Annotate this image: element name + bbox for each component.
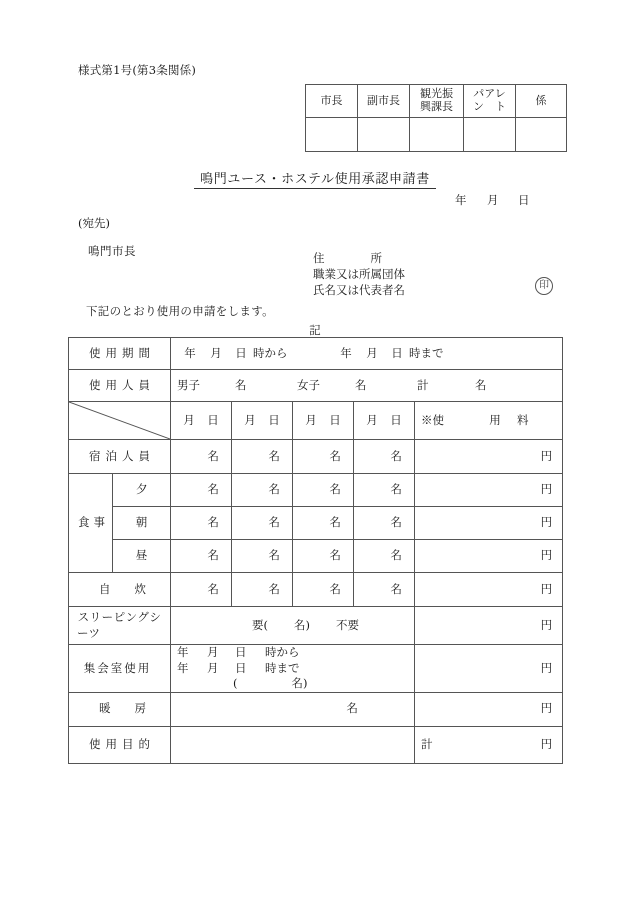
- applicant-address-label: 住 所: [313, 251, 382, 265]
- period-from-year: 年: [184, 345, 196, 360]
- date-header-2[interactable]: [232, 402, 293, 440]
- label-sleeping-sheets: [69, 607, 171, 645]
- label-purpose: 使用目的: [69, 726, 171, 763]
- fee-label-part1: ※使: [421, 412, 444, 427]
- row-meal-lunch: [69, 540, 563, 573]
- row-lodging: [69, 440, 563, 474]
- date-day-label: 日: [518, 193, 530, 207]
- approval-signature-parent[interactable]: [464, 118, 516, 152]
- date-header-1[interactable]: [171, 402, 232, 440]
- hall-from-line: [177, 645, 408, 661]
- date-header-1-day: 日: [207, 412, 219, 427]
- page-title: [0, 168, 630, 187]
- lodging-day4[interactable]: 名: [354, 440, 415, 474]
- people-male-unit: 名: [235, 377, 247, 392]
- breakfast-day4[interactable]: 名: [354, 507, 415, 540]
- label-lodging: 宿泊人員: [69, 440, 171, 474]
- lunch-day2[interactable]: 名: [232, 540, 293, 573]
- applicant-block: [313, 250, 405, 298]
- total-label: 計: [421, 736, 433, 751]
- hall-to-month: 月: [207, 660, 219, 675]
- form-number: 様式第1号(第3条関係): [78, 63, 197, 77]
- date-month-label: 月: [487, 193, 499, 207]
- value-sleeping-sheets[interactable]: [171, 607, 415, 645]
- breakfast-fee[interactable]: 円: [415, 507, 563, 540]
- row-meal-dinner: [69, 474, 563, 507]
- hall-from-day: 日: [235, 645, 247, 659]
- approval-signature-row: [306, 118, 567, 152]
- label-meal-breakfast: 朝: [113, 507, 171, 540]
- hall-to-day: 日: [235, 660, 247, 675]
- row-sleeping-sheets: [69, 607, 563, 645]
- period-to-year: 年: [340, 345, 352, 360]
- approval-col-tourism-chief: [410, 85, 464, 118]
- page-title-text: 鳴門ユース・ホステル使用承認申請書: [194, 172, 436, 189]
- dinner-day1[interactable]: 名: [171, 474, 232, 507]
- lunch-day4[interactable]: 名: [354, 540, 415, 573]
- date-header-1-month: 月: [183, 412, 195, 427]
- sleeping-sheets-label-line2: ーツ: [77, 625, 101, 640]
- approval-mayor-line1: 市長: [320, 93, 343, 107]
- ki-mark: 記: [309, 323, 321, 337]
- self-cooking-day1[interactable]: 名: [171, 573, 232, 607]
- addressee-label: (宛先): [78, 216, 110, 230]
- approval-col-mayor: [306, 85, 358, 118]
- date-year-label: 年: [455, 193, 467, 207]
- lodging-day3[interactable]: 名: [293, 440, 354, 474]
- approval-parent-line2: ン ト: [473, 100, 506, 113]
- header-usage-fee: [415, 402, 563, 440]
- breakfast-day3[interactable]: 名: [293, 507, 354, 540]
- approval-tourism-line1: 観光振: [420, 87, 453, 101]
- date-header-2-month: 月: [244, 412, 256, 427]
- hall-to-year: 年: [177, 660, 189, 675]
- dinner-day3[interactable]: 名: [293, 474, 354, 507]
- approval-clerk-line1: 係: [535, 93, 547, 107]
- approval-signature-clerk[interactable]: [516, 118, 567, 152]
- applicant-name-label: 氏名又は代表者名: [313, 283, 405, 297]
- people-total-unit: 名: [475, 377, 487, 392]
- applicant-occupation-label: 職業又は所属団体: [313, 267, 405, 281]
- row-meal-breakfast: [69, 507, 563, 540]
- value-purpose[interactable]: [171, 726, 415, 763]
- people-total-label: 計: [417, 377, 429, 392]
- lunch-day3[interactable]: 名: [293, 540, 354, 573]
- people-female-label: 女子: [297, 377, 320, 392]
- dinner-day2[interactable]: 名: [232, 474, 293, 507]
- label-self-cooking: 自炊: [69, 573, 171, 607]
- date-header-2-day: 日: [268, 412, 280, 427]
- period-to-day: 日: [391, 345, 403, 360]
- hall-from-time: 時から: [265, 645, 300, 659]
- label-meal-dinner: 夕: [113, 474, 171, 507]
- self-cooking-fee[interactable]: 円: [415, 573, 563, 607]
- self-cooking-day4[interactable]: 名: [354, 573, 415, 607]
- dinner-day4[interactable]: 名: [354, 474, 415, 507]
- sleeping-sheets-label-line1: スリーピングシ: [77, 609, 162, 624]
- fee-label-part2: 用: [489, 412, 501, 427]
- lodging-day1[interactable]: 名: [171, 440, 232, 474]
- value-heating[interactable]: 名: [171, 692, 415, 726]
- label-meals: 食事: [69, 474, 113, 573]
- approval-signature-mayor[interactable]: [306, 118, 358, 152]
- period-from-time: 時から: [253, 345, 288, 360]
- approval-col-deputy-mayor: [358, 85, 410, 118]
- row-heating: [69, 692, 563, 726]
- date-header-3-month: 月: [305, 412, 317, 427]
- period-from-month: 月: [210, 345, 222, 360]
- lodging-day2[interactable]: 名: [232, 440, 293, 474]
- date-header-4[interactable]: [354, 402, 415, 440]
- hall-from-year: 年: [177, 645, 189, 659]
- label-heating: 暖房: [69, 692, 171, 726]
- period-to-month: 月: [366, 345, 378, 360]
- submission-date-line: [455, 192, 530, 208]
- self-cooking-day2[interactable]: 名: [232, 573, 293, 607]
- label-meeting-room: 集会室使用: [69, 645, 171, 693]
- diagonal-corner-cell: [69, 402, 171, 440]
- approval-col-clerk: [516, 85, 567, 118]
- intro-sentence: 下記のとおり使用の申請をします。: [86, 304, 274, 318]
- hall-to-line: [177, 661, 408, 677]
- hall-count-open: (: [233, 676, 238, 691]
- application-details-table: [68, 337, 563, 764]
- hall-to-time: 時まで: [265, 660, 300, 675]
- sleeping-sheets-fee[interactable]: 円: [415, 607, 563, 645]
- row-date-headers: [69, 402, 563, 440]
- period-to-time: 時まで: [409, 345, 444, 360]
- date-header-4-day: 日: [390, 412, 402, 427]
- people-male-label: 男子: [177, 377, 200, 392]
- fee-label-part3: 料: [517, 412, 529, 427]
- dinner-fee[interactable]: 円: [415, 474, 563, 507]
- row-usage-period: [69, 338, 563, 370]
- date-header-4-month: 月: [366, 412, 378, 427]
- hall-from-month: 月: [207, 645, 219, 659]
- total-fee-cell[interactable]: [415, 726, 563, 763]
- breakfast-day2[interactable]: 名: [232, 507, 293, 540]
- approval-tourism-line2: 興課長: [420, 100, 453, 113]
- row-purpose: [69, 726, 563, 763]
- approval-header-row: [306, 85, 567, 118]
- row-usage-people: [69, 370, 563, 402]
- approval-deputy-line1: 副市長: [367, 93, 400, 107]
- hall-count-unit: 名): [291, 676, 308, 691]
- period-from-day: 日: [235, 345, 247, 360]
- value-meeting-room[interactable]: [171, 645, 415, 693]
- value-usage-people[interactable]: [171, 370, 563, 402]
- self-cooking-day3[interactable]: 名: [293, 573, 354, 607]
- label-meal-lunch: 昼: [113, 540, 171, 573]
- lunch-fee[interactable]: 円: [415, 540, 563, 573]
- lodging-fee[interactable]: 円: [415, 440, 563, 474]
- approval-parent-line1: パアレ: [473, 87, 506, 101]
- total-currency: 円: [540, 736, 553, 751]
- meeting-room-fee[interactable]: 円: [415, 645, 563, 693]
- sheets-unit: 名): [294, 617, 310, 632]
- label-usage-period: 使用期間: [69, 338, 171, 370]
- approval-col-parent: [464, 85, 516, 118]
- value-usage-period[interactable]: [171, 338, 563, 370]
- seal-icon: 印: [535, 277, 553, 295]
- breakfast-day1[interactable]: 名: [171, 507, 232, 540]
- addressee-name: 鳴門市長: [88, 244, 136, 258]
- hall-count-line: [177, 676, 408, 692]
- sheets-not-required-label: 不要: [336, 617, 359, 632]
- row-self-cooking: [69, 573, 563, 607]
- heating-fee[interactable]: 円: [415, 692, 563, 726]
- approval-signature-tourism-chief[interactable]: [410, 118, 464, 152]
- approval-stamp-table: [305, 84, 567, 152]
- row-meeting-room: [69, 645, 563, 693]
- date-header-3-day: 日: [329, 412, 341, 427]
- people-female-unit: 名: [355, 377, 367, 392]
- date-header-3[interactable]: [293, 402, 354, 440]
- lunch-day1[interactable]: 名: [171, 540, 232, 573]
- sheets-required-label: 要(: [252, 617, 268, 632]
- label-usage-people: 使用人員: [69, 370, 171, 402]
- approval-signature-deputy-mayor[interactable]: [358, 118, 410, 152]
